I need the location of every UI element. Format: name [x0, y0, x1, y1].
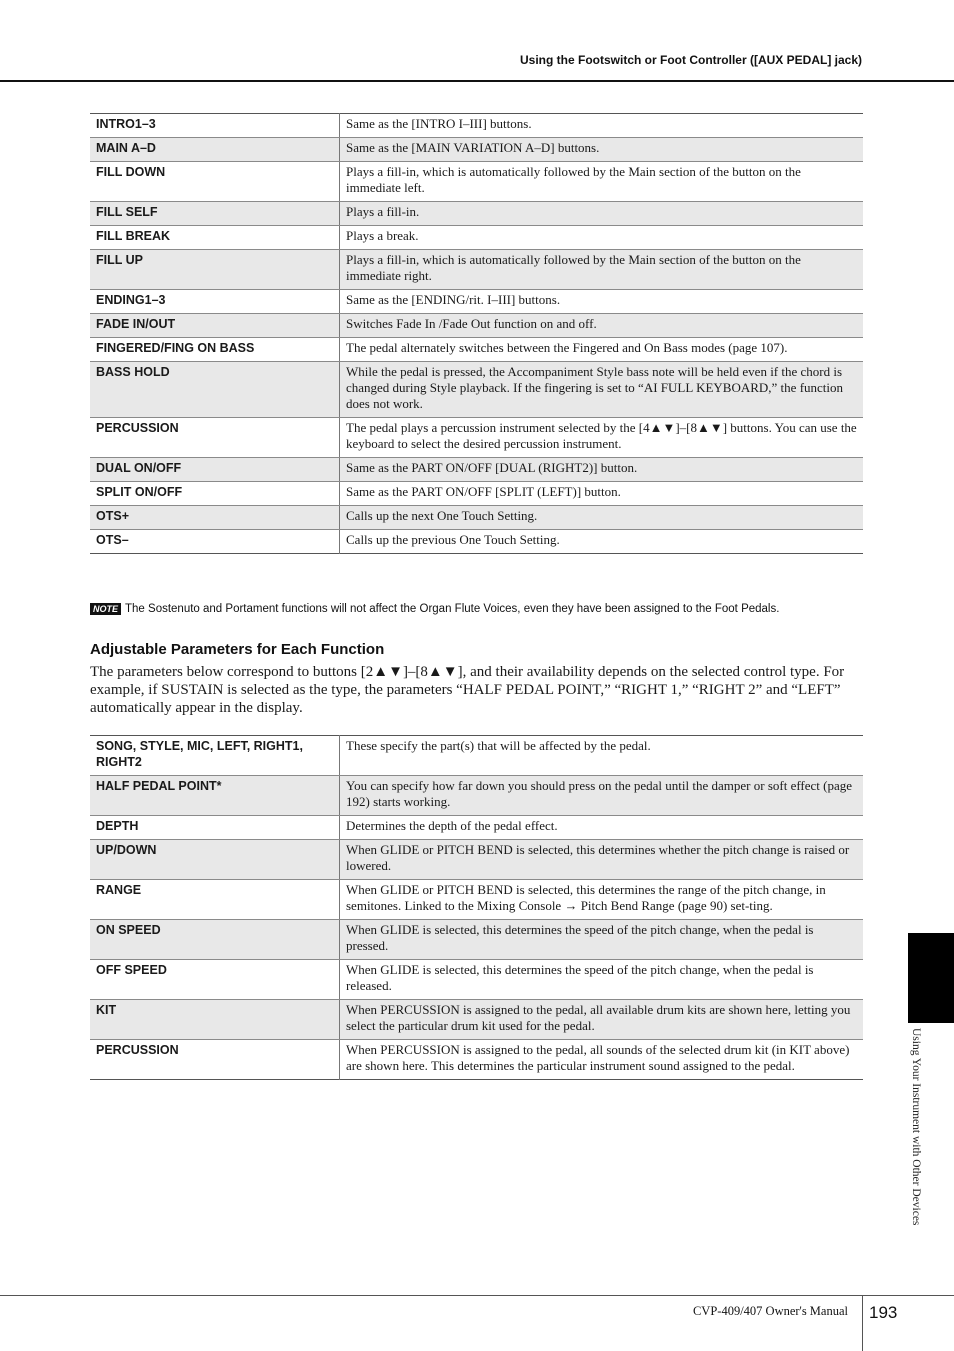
- parameter-name: DEPTH: [90, 816, 340, 840]
- header-rule: [0, 80, 954, 82]
- parameter-description: Determines the depth of the pedal effect.: [340, 816, 864, 840]
- parameter-description: Same as the [MAIN VARIATION A–D] buttons.: [340, 138, 864, 162]
- table-row: [90, 250, 863, 290]
- table-row: [90, 776, 863, 816]
- parameter-description: The pedal alternately switches between the Fingered and On Bass modes (page 107).: [340, 338, 864, 362]
- parameter-name: FILL UP: [90, 250, 340, 290]
- parameter-name: FINGERED/FING ON BASS: [90, 338, 340, 362]
- parameter-name: MAIN A–D: [90, 138, 340, 162]
- parameter-description: The pedal plays a percussion instrument selected by the [4▲▼]–[8▲▼] buttons. You can use the keyboard to select the desired percussion instrument.: [340, 418, 864, 458]
- chapter-tab: [908, 933, 954, 1023]
- parameter-description: Plays a break.: [340, 226, 864, 250]
- parameter-description: Calls up the next One Touch Setting.: [340, 506, 864, 530]
- table-row: [90, 816, 863, 840]
- parameter-description: When GLIDE is selected, this determines the speed of the pitch change, when the pedal is released.: [340, 960, 864, 1000]
- parameter-description: Plays a fill-in.: [340, 202, 864, 226]
- parameter-name: RANGE: [90, 880, 340, 920]
- parameter-description: When PERCUSSION is assigned to the pedal, all available drum kits are shown here, letting you select the particular drum kit used for the pedal.: [340, 1000, 864, 1040]
- running-header: Using the Footswitch or Foot Controller ([AUX PEDAL] jack): [520, 53, 862, 67]
- parameter-description: These specify the part(s) that will be affected by the pedal.: [340, 736, 864, 776]
- section-heading: Adjustable Parameters for Each Function: [90, 641, 385, 658]
- parameter-description: Same as the PART ON/OFF [DUAL (RIGHT2)] button.: [340, 458, 864, 482]
- table-row: [90, 290, 863, 314]
- parameter-name: INTRO1–3: [90, 114, 340, 138]
- parameter-name: SONG, STYLE, MIC, LEFT, RIGHT1, RIGHT2: [90, 736, 340, 776]
- table-row: [90, 138, 863, 162]
- table-row: [90, 506, 863, 530]
- parameter-name: FADE IN/OUT: [90, 314, 340, 338]
- table-row: [90, 114, 863, 138]
- parameter-name: ENDING1–3: [90, 290, 340, 314]
- note-text: The Sostenuto and Portament functions will not affect the Organ Flute Voices, even they have been assigned to the Foot Pedals.: [125, 603, 780, 615]
- note: [90, 603, 870, 615]
- table-row: [90, 162, 863, 202]
- parameter-description: When PERCUSSION is assigned to the pedal, all sounds of the selected drum kit (in KIT above) are shown here. This determines the particular instrument sound assigned to the pedal.: [346, 1042, 850, 1073]
- parameter-description: Plays a fill-in, which is automatically followed by the Main section of the button on the immediate left.: [340, 162, 864, 202]
- parameter-name: HALF PEDAL POINT*: [90, 776, 340, 816]
- functions-table: [90, 113, 863, 554]
- parameter-description: Same as the [ENDING/rit. I–III] buttons.: [340, 290, 864, 314]
- table-row: [90, 202, 863, 226]
- table-row: [90, 458, 863, 482]
- parameter-description: When GLIDE is selected, this determines the speed of the pitch change, when the pedal is pressed.: [340, 920, 864, 960]
- parameter-description: Switches Fade In /Fade Out function on and off.: [340, 314, 864, 338]
- parameter-name: OTS–: [90, 530, 340, 554]
- parameter-description: Plays a fill-in, which is automatically followed by the Main section of the button on the immediate right.: [340, 250, 864, 290]
- table-row: [90, 530, 863, 554]
- table-row: [90, 1000, 863, 1040]
- parameter-name: OTS+: [90, 506, 340, 530]
- section-intro: The parameters below correspond to buttons [2▲▼]–[8▲▼], and their availability depends on the selected control type. For example, if SUSTAIN is selected as the type, the parameters “HALF PEDAL POINT,” “RIGHT 1,” “RIGHT 2” and “LEFT” automatically appear in the display.: [90, 664, 845, 716]
- manual-title: CVP-409/407 Owner's Manual: [692, 1304, 848, 1318]
- parameter-description: You can specify how far down you should press on the pedal until the damper or soft effect (page 192) starts working.: [340, 776, 864, 816]
- table-row: [90, 482, 863, 506]
- table-row: [90, 840, 863, 880]
- parameter-description: When GLIDE or PITCH BEND is selected, this determines the range of the pitch change, in semitones. Linked to the Mixing Console → Pitch Bend Range (page 90) set-ting.: [340, 880, 864, 920]
- table-row: [90, 338, 863, 362]
- parameter-name: OFF SPEED: [90, 960, 340, 1000]
- note-icon: NOTE: [90, 603, 121, 615]
- parameter-name: DUAL ON/OFF: [90, 458, 340, 482]
- parameter-name: FILL BREAK: [90, 226, 340, 250]
- parameter-name: KIT: [90, 1000, 340, 1040]
- table-row: [90, 736, 863, 776]
- table-row: [90, 960, 863, 1000]
- parameter-name: FILL SELF: [90, 202, 340, 226]
- table-row: [90, 314, 863, 338]
- parameters-table: [90, 735, 863, 1080]
- footer-rule: [0, 1295, 954, 1296]
- table-row: [90, 920, 863, 960]
- chapter-label: Using Your Instrument with Other Devices: [910, 1028, 922, 1226]
- page-number: 193: [869, 1303, 898, 1322]
- parameter-name: PERCUSSION: [90, 418, 340, 458]
- table-row: [90, 1040, 863, 1080]
- parameter-description: Same as the [INTRO I–III] buttons.: [340, 114, 864, 138]
- table-row: [90, 880, 863, 920]
- footer-divider: [862, 1296, 863, 1351]
- table-row: [90, 418, 863, 458]
- parameter-description: Calls up the previous One Touch Setting.: [346, 532, 560, 547]
- parameter-name: FILL DOWN: [90, 162, 340, 202]
- table-row: [90, 226, 863, 250]
- parameter-name: BASS HOLD: [90, 362, 340, 418]
- parameter-name: UP/DOWN: [90, 840, 340, 880]
- table-row: [90, 362, 863, 418]
- parameter-name: SPLIT ON/OFF: [90, 482, 340, 506]
- parameter-description: While the pedal is pressed, the Accompaniment Style bass note will be held even if the chord is changed during Style playback. If the fingering is set to “AI FULL KEYBOARD,” the function does not work.: [340, 362, 864, 418]
- parameter-description: When GLIDE or PITCH BEND is selected, this determines whether the pitch change is raised or lowered.: [340, 840, 864, 880]
- parameter-name: PERCUSSION: [90, 1040, 340, 1080]
- parameter-name: ON SPEED: [90, 920, 340, 960]
- parameter-description: Same as the PART ON/OFF [SPLIT (LEFT)] button.: [340, 482, 864, 506]
